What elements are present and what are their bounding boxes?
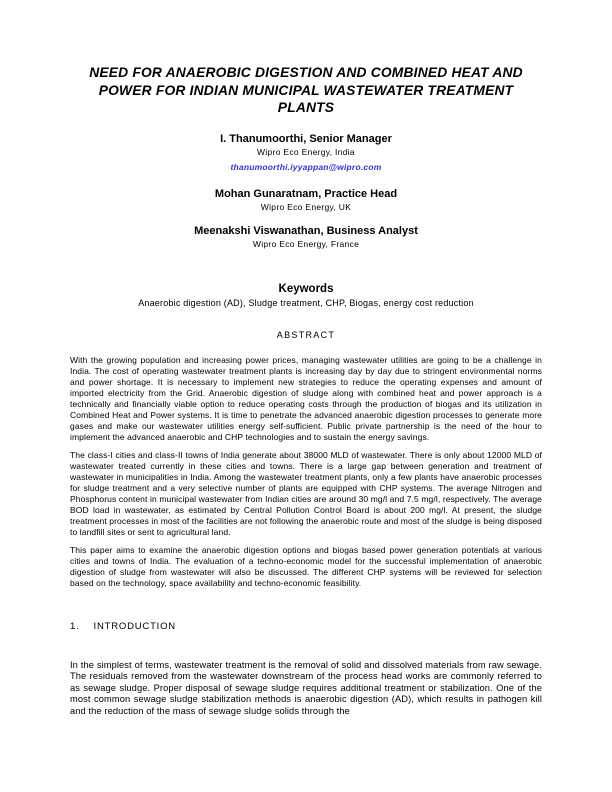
abstract-heading: ABSTRACT xyxy=(276,329,336,340)
section-number: 1. xyxy=(70,620,80,632)
author-1-affiliation: Wipro Eco Energy, India xyxy=(257,146,355,157)
author-2-name: Mohan Gunaratnam, Practice Head xyxy=(214,187,398,200)
authors-section xyxy=(0,132,612,249)
abstract-paragraph-2: The class-I cities and class-II towns of India generate about 38000 MLD of wastewater. There is only about 12000 MLD of wastewater treated currently in these cities and towns. There is a large gap between generation and treatment of wastewater in municipalities in India. Among the wastewater treatment plants, only a few plants have anaerobic processes for sludge treatment and a very selective number of plants are equipped with CHP systems. The average Nitrogen and Phosphorus content in municipal wastewater from Indian cities are around 30 mg/l and 7.5 mg/l, respectively. The average BOD load in wastewater, as estimated by Central Pollution Control Board is about 200 mg/l. At present, the sludge treatment processes in most of the facilities are not following the anaerobic route and most of the sludge is being disposed to landfill sites or sent to agricultural land. xyxy=(70,449,542,537)
author-1-email-link[interactable]: thanumoorthi.iyyappan@wipro.com xyxy=(230,161,382,172)
author-3-affiliation: Wipro Eco Energy, France xyxy=(252,238,360,249)
author-block-1 xyxy=(0,132,612,175)
abstract-paragraph-1: With the growing population and increasing power prices, managing wastewater utilities are going to be a challenge in India. The cost of operating wastewater treatment plants is increasing day by day due to stringent environmental norms and power shortage. It is necessary to implement new strategies to reduce the operating expenses and amount of imported electricity from the Grid. Anaerobic digestion of sludge along with combined heat and power approach is a technically and financially viable option to reduce operating costs through the production of biogas and its utilization in Combined Heat and Power systems. It is time to penetrate the advanced anaerobic digestion processes to generate more gases and make our wastewater utilities energy self-sufficient. Public private partnership is the need of the hour to implement the advanced anaerobic and CHP technologies and to sustain the energy savings. xyxy=(70,354,542,442)
author-block-2 xyxy=(0,187,612,212)
paper-title: NEED FOR ANAEROBIC DIGESTION AND COMBINED HEAT AND POWER FOR INDIAN MUNICIPAL WASTEWATER TREATMENT PLANTS xyxy=(89,65,523,115)
keywords-text: Anaerobic digestion (AD), Sludge treatment, CHP, Biogas, energy cost reduction xyxy=(138,297,474,308)
author-1-name: I. Thanumoorthi, Senior Manager xyxy=(220,132,392,145)
keywords-heading: Keywords xyxy=(278,282,334,295)
section-title: INTRODUCTION xyxy=(93,620,176,632)
author-block-3 xyxy=(0,224,612,249)
introduction-paragraph-1: In the simplest of terms, wastewater treatment is the removal of solid and dissolved materials from raw sewage. The residuals removed from the wastewater downstream of the process head works are commonly referred to as sewage sludge. Proper disposal of sewage sludge requires additional treatment or stabilization. One of the most common sewage sludge stabilization methods is anaerobic digestion (AD), which results in pathogen kill and the reduction of the mass of sewage sludge solids through the xyxy=(70,659,542,716)
keywords-section xyxy=(0,282,612,309)
author-2-affiliation: Wipro Eco Energy, UK xyxy=(260,201,352,212)
section-heading-introduction xyxy=(70,621,612,633)
abstract-paragraph-3: This paper aims to examine the anaerobic digestion options and biogas based power generation potentials at various cities and towns of India. The evaluation of a techno-economic model for the successful implementation of anaerobic digestion of sludge from wastewater will also be discussed. The different CHP systems will be reviewed for selection based on the technology, space availability and techno-economic feasibility. xyxy=(70,544,542,588)
author-3-name: Meenakshi Viswanathan, Business Analyst xyxy=(194,224,418,237)
